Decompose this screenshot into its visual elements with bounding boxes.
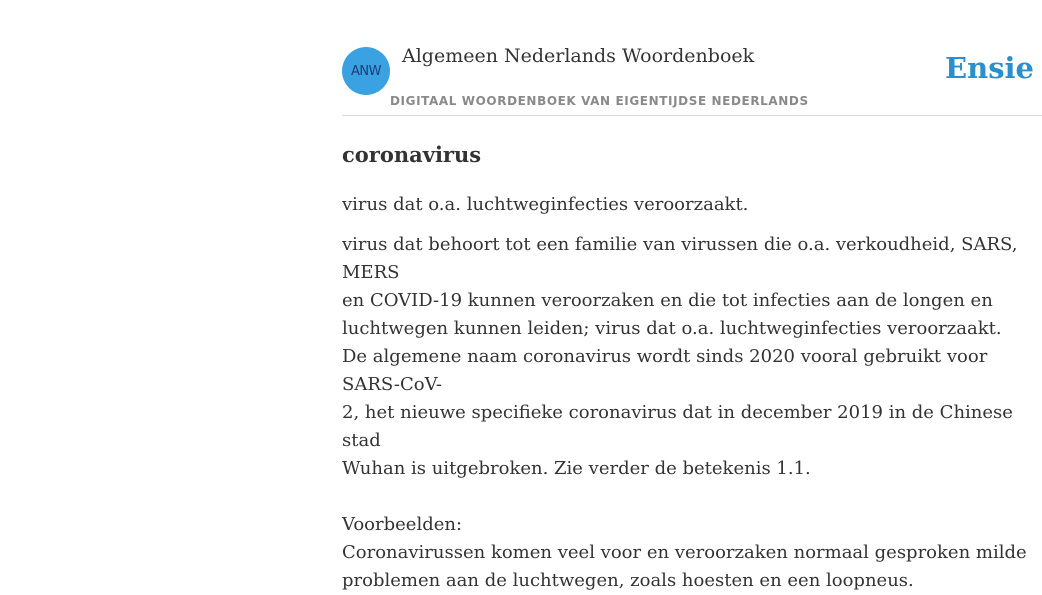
entry-headword: coronavirus <box>342 142 482 167</box>
ensie-brand-link[interactable]: Ensie <box>945 51 1034 85</box>
site-subtitle: DIGITAAL WOORDENBOEK VAN EIGENTIJDSE NEDERLANDS <box>390 94 809 108</box>
short-definition: virus dat o.a. luchtweginfecties veroorzaakt. <box>342 194 749 215</box>
logo-text: ANW <box>351 63 381 79</box>
site-title[interactable]: Algemeen Nederlands Woordenboek <box>402 45 755 67</box>
entry-content <box>342 140 1042 595</box>
anw-logo[interactable] <box>342 47 390 95</box>
site-header <box>342 0 1042 116</box>
long-definition: virus dat behoort tot een familie van virussen die o.a. verkoudheid, SARS, MERS en COVID-19 kunnen veroorzaken en die tot infecties aan de longen en luchtwegen kunnen leiden; virus dat o.a. luchtweginfecties veroorzaakt. De algemene naam coronavirus wordt sinds 2020 vooral gebruikt voor SARS-CoV- 2, het nieuwe specifieke coronavirus dat in december 2019 in de Chinese stad Wuhan is uitgebroken. Zie verder de betekenis 1.1. Voorbeelden: Coronavirussen komen veel voor en veroorzaken normaal gesproken milde problemen aan de luchtwegen, zoals hoesten en een loopneus. <box>342 234 1027 591</box>
page <box>342 0 1042 591</box>
